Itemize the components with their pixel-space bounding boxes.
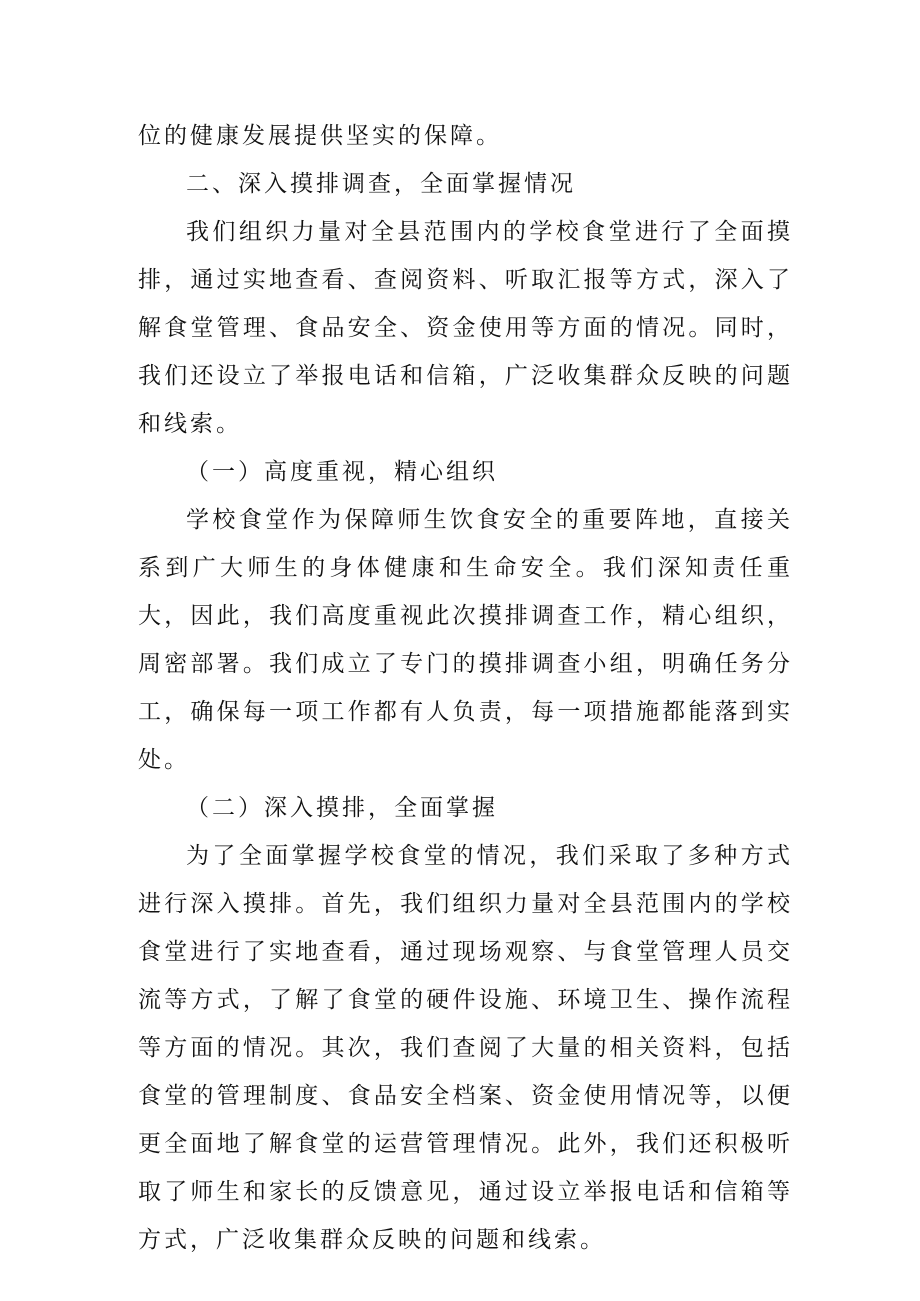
paragraph-continuation: 位的健康发展提供坚实的保障。 (138, 123, 502, 149)
paragraph-investigation: 为了全面掌握学校食堂的情况，我们采取了多种方式进行深入摸排。首先，我们组织力量对全县范围内的学校食堂进行了实地查看，通过现场观察、与食堂管理人员交流等方式，了解了食堂的硬件设施、环境卫生、操作流程等方面的情况。其次，我们查阅了大量的相关资料，包括食堂的管理制度、食品安全档案、资金使用情况等，以便更全面地了解食堂的运营管理情况。此外，我们还积极听取了师生和家长的反馈意见，通过设立举报电话和信箱等方式，广泛收集群众反映的问题和线索。 (138, 843, 793, 1253)
paragraph-organization: 学校食堂作为保障师生饮食安全的重要阵地，直接关系到广大师生的身体健康和生命安全。我们深知责任重大，因此，我们高度重视此次摸排调查工作，精心组织，周密部署。我们成立了专门的摸排调查小组，明确任务分工，确保每一项工作都有人负责，每一项措施都能落到实处。 (138, 507, 793, 773)
paragraph-survey-overview: 我们组织力量对全县范围内的学校食堂进行了全面摸排，通过实地查看、查阅资料、听取汇报等方式，深入了解食堂管理、食品安全、资金使用等方面的情况。同时，我们还设立了举报电话和信箱，广泛收集群众反映的问题和线索。 (138, 219, 793, 437)
subsection-heading-1: （一）高度重视，精心组织 (186, 459, 498, 485)
subsection-heading-2: （二）深入摸排，全面掌握 (186, 795, 498, 821)
document-body (138, 112, 793, 1264)
section-heading-2: 二、深入摸排调查，全面掌握情况 (186, 171, 576, 197)
